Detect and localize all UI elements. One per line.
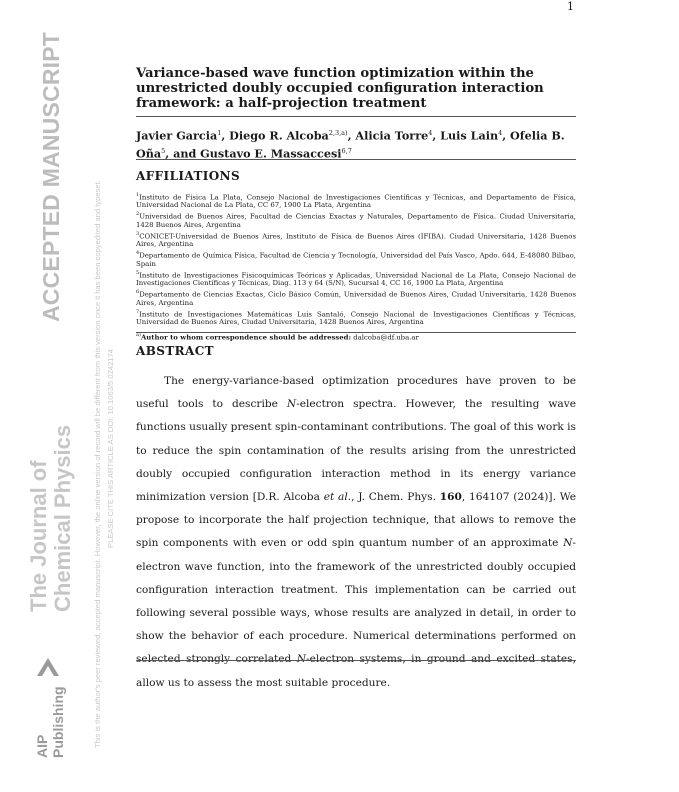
author-name: Alicia Torre <box>355 128 429 143</box>
abstract-volume: 160 <box>439 491 462 504</box>
abstract-text: , 164107 (2024)]. We propose to incorporate the half projection technique, that allows to remove the spin components with even or odd spin quantum number of an approximate <box>136 491 577 550</box>
author-name: Luis Lain <box>440 128 499 143</box>
accepted-manuscript-banner: ACCEPTED MANUSCRIPT <box>38 31 64 322</box>
affiliation-mark: 2 <box>136 211 140 218</box>
page-number: 1 <box>567 0 574 13</box>
affiliation-text: Departamento de Ciencias Exactas, Ciclo Básico Común, Universidad de Buenos Aires, Ciudad Universitaria, 1428 Buenos Aires, Argentina <box>136 290 576 307</box>
author-affil-mark: 5 <box>161 147 166 156</box>
affiliation-item <box>136 230 576 248</box>
abstract-heading: ABSTRACT <box>136 344 215 358</box>
author-affil-mark: 2,3,a) <box>328 129 348 137</box>
abstract-etal: et al. <box>323 491 352 504</box>
author-name: Diego R. Alcoba <box>229 128 329 143</box>
author-name: Javier Garcia <box>136 128 218 143</box>
abstract-math: N <box>286 398 297 411</box>
affiliation-mark: 1 <box>136 192 140 198</box>
abstract-math: N <box>296 653 307 666</box>
author-affil-mark: 6,7 <box>341 147 352 156</box>
affiliation-text: Instituto de Física La Plata, Consejo Nacional de Investigaciones Científicas y Técnicas, and Departamento de Física, Universidad Nacional de La Plata, CC 67, 1900 La Plata, Argentina <box>136 193 576 210</box>
affiliation-item <box>136 308 576 326</box>
affiliation-text: CONICET-Universidad de Buenos Aires, Instituto de Física de Buenos Aires (IFIBA). Ciudad Universitaria, 1428 Buenos Aires, Argentina <box>136 232 576 249</box>
correspondence-mark: a) <box>136 332 141 339</box>
affiliation-text: Departamento de Química Física, Facultad de Ciencia y Tecnología, Universidad del País Vasco, Apdo. 644, E-48080 Bilbao, Spain <box>136 251 576 268</box>
journal-title-line2: Chemical Physics <box>50 424 75 612</box>
cite-doi-text: PLEASE CITE THIS ARTICLE AS DOI: 10.1063/5.0242174 <box>106 349 115 548</box>
author-affil-mark: 4 <box>498 129 503 137</box>
abstract-text: -electron spectra. However, the resulting wave functions usually present spin-contaminant contributions. The goal of this work is to reduce the spin contamination of the results arising from the unrestricted doubly occupied configuration interaction method in its energy variance minimization version [D.R. Alcoba <box>136 398 576 504</box>
abstract-math: N <box>563 537 573 550</box>
affiliation-item <box>136 191 576 209</box>
affiliations-divider <box>136 332 576 333</box>
affiliations-heading: AFFILIATIONS <box>136 169 241 183</box>
correspondence-email[interactable]: dalcoba@df.uba.ar <box>353 333 419 342</box>
author-name: Gustavo E. Massaccesi <box>200 146 342 161</box>
affiliation-text: Instituto de Investigaciones Fisicoquímicas Teóricas y Aplicadas, Universidad Nacional de La Plata, Consejo Nacional de Investigaciones Científicas y Técnicas, Diag. 113 y 64 (S/N), Sucursal 4, CC 16, 1900 La Plata, Argentina <box>136 271 576 288</box>
title-divider <box>136 116 576 117</box>
affiliation-item <box>136 249 576 267</box>
affiliation-mark: 5 <box>136 269 140 276</box>
paper-title: Variance-based wave function optimization within the unrestricted doubly occupied configuration interaction framework: a half-projection treatment <box>136 66 544 111</box>
journal-title-line1: The Journal of <box>26 460 51 612</box>
author-list: Javier Garcia$^1$, Diego R. Alcoba$^{2,3,a)}$, Alicia Torre$^4$, Luis Lain$^4$, Ofelia B. Oña$^5$, and Gustavo E. Massaccesi$^{6,7}$ <box>136 128 565 161</box>
abstract-divider <box>136 660 576 661</box>
affiliation-item <box>136 210 576 228</box>
author-affil-mark: 4 <box>428 129 433 137</box>
affiliation-mark: 6 <box>136 289 140 296</box>
author-affil-mark: 1 <box>217 129 222 137</box>
affiliation-mark: 7 <box>136 308 140 315</box>
affiliation-item <box>136 288 576 306</box>
abstract-text: The energy-variance-based optimization procedures have proven to be useful tools to describe <box>136 375 576 411</box>
aip-logo-icon <box>35 656 61 678</box>
affiliation-text: Instituto de Investigaciones Matemáticas Luis Santaló, Consejo Nacional de Investigaciones Científicas y Técnicas, Universidad de Buenos Aires, Ciudad Universitaria, 1428 Buenos Aires, Argentina <box>136 310 576 327</box>
affiliation-mark: 4 <box>136 250 140 257</box>
affiliation-item <box>136 269 576 287</box>
authors-divider <box>136 159 576 160</box>
publisher-line1: AIP <box>34 734 50 758</box>
affiliation-text: Universidad de Buenos Aires, Facultad de Ciencias Exactas y Naturales, Departamento de Física. Ciudad Universitaria, 1428 Buenos Aires, Argentina <box>136 212 576 229</box>
abstract-text: , J. Chem. Phys. <box>351 491 440 504</box>
affiliation-mark: 3 <box>136 230 140 237</box>
publisher-line2: Publishing <box>50 686 66 758</box>
author-name: Ofelia B. Oña <box>136 128 565 161</box>
affiliations-list <box>136 191 576 343</box>
correspondence-label: Author to whom correspondence should be addressed: <box>140 333 351 342</box>
abstract-text: -electron systems, in ground and excited states, allow us to assess the most suitable procedure. <box>136 653 576 689</box>
abstract-body <box>136 370 576 695</box>
abstract-text: -electron wave function, into the framework of the unrestricted doubly occupied configuration interaction treatment. This implementation can be carried out following several possible ways, whose results are analyzed in detail, in order to show the behavior of each procedure. Numerical determinations performed on selected strongly correlated <box>136 537 576 666</box>
disclaimer-text: This is the author's peer reviewed, accepted manuscript. However, the online version of record will be different from this version once it has been copyedited and typeset. <box>93 180 102 748</box>
